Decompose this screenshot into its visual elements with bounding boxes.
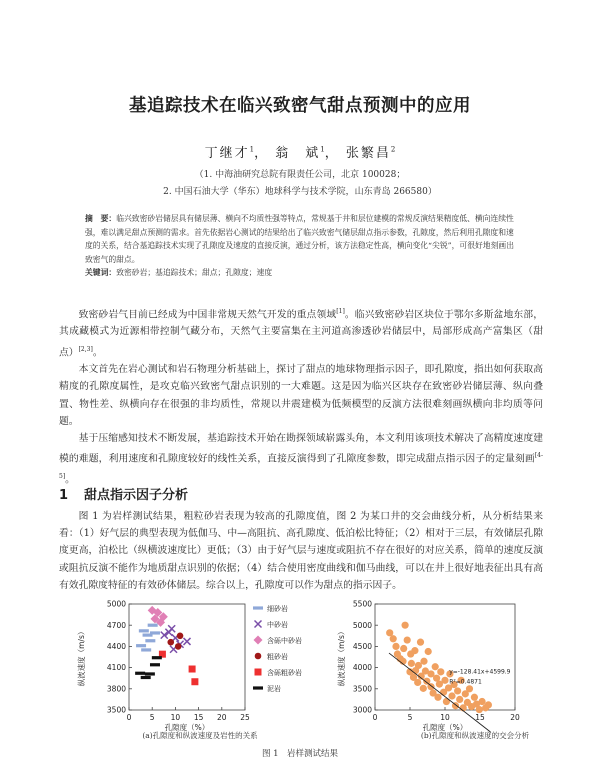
subfigure-caption-a: (a)孔隙度和纵波速度及岩性的关系 xyxy=(142,731,258,740)
data-point xyxy=(255,669,262,676)
paragraph xyxy=(59,508,543,594)
data-point xyxy=(141,648,151,651)
keywords-text: 致密砂岩；基追踪技术；甜点；孔隙度；速度 xyxy=(116,268,273,277)
legend-label: 中砂岩 xyxy=(267,621,288,629)
data-point xyxy=(145,639,155,642)
data-point xyxy=(400,645,407,652)
paragraph-text: 。临兴致密砂岩区块位于鄂尔多斯盆地东部，其成藏模式为近源相带控制气藏分布，天然气主要富集在主河道高渗透砂岩储层中，局部形成高产富集区（甜点） xyxy=(59,309,544,358)
x-tick-label: 25 xyxy=(240,713,250,722)
y-tick-label: 3000 xyxy=(352,705,372,715)
data-point xyxy=(479,698,486,705)
paragraph-text: 基于压缩感知技术不断发展，基追踪技术开始在勘探领域崭露头角，本文利用该项技术解决了高精度速度建模的难题，利用速度和孔隙度较好的线性关系，直接反演得到了孔隙度参数，即完成甜点指示因子的定量刻画 xyxy=(59,432,543,465)
y-tick-label: 4400 xyxy=(106,642,126,651)
data-point xyxy=(255,653,262,660)
data-point xyxy=(476,706,483,713)
x-tick-label: 15 xyxy=(475,713,485,722)
plot-frame xyxy=(129,604,245,710)
y-tick-label: 3800 xyxy=(106,684,126,694)
y-axis-label: 纵波速度（m/s） xyxy=(77,627,86,687)
section-title: 甜点指示因子分析 xyxy=(84,488,189,503)
x-axis-label: 孔隙度（%） xyxy=(422,723,468,732)
data-point xyxy=(135,672,145,675)
data-point xyxy=(441,677,448,684)
data-point xyxy=(437,668,444,675)
affiliation-line: 2. 中国石油大学（华东）地球科学与技术学院，山东青岛 266580） xyxy=(163,187,437,197)
data-point xyxy=(175,643,182,650)
author-sep: ， xyxy=(324,146,340,161)
data-point xyxy=(255,621,262,628)
data-point xyxy=(408,660,415,667)
data-series-group xyxy=(135,606,198,685)
author-sup: 2 xyxy=(390,145,396,154)
section-number: 1 xyxy=(59,488,69,503)
data-point xyxy=(253,606,263,609)
data-point xyxy=(454,687,461,694)
paragraph-text: 。 xyxy=(65,473,75,485)
legend-label: 含砾中砂岩 xyxy=(267,637,302,645)
x-tick-label: 5 xyxy=(149,713,155,722)
x-tick-label: 0 xyxy=(126,713,132,722)
data-point xyxy=(141,676,151,679)
legend-label: 泥岩 xyxy=(267,685,281,693)
chart-b xyxy=(335,596,535,736)
x-axis-label: 孔隙度（%） xyxy=(164,723,210,732)
data-point xyxy=(254,636,263,645)
chart-a xyxy=(75,596,310,736)
legend-label: 含砾粗砂岩 xyxy=(267,669,302,677)
data-point xyxy=(432,663,439,670)
y-tick-label: 4000 xyxy=(352,663,372,673)
x-tick-label: 20 xyxy=(217,713,227,722)
data-point xyxy=(417,639,424,646)
y-tick-label: 4700 xyxy=(106,620,126,630)
x-tick-label: 20 xyxy=(510,713,520,722)
data-point xyxy=(448,692,455,699)
data-point xyxy=(145,672,155,675)
data-point xyxy=(471,694,478,701)
y-tick-label: 5000 xyxy=(106,599,126,609)
data-point xyxy=(152,656,162,659)
x-tick-label: 0 xyxy=(372,713,378,722)
citation: [1] xyxy=(336,308,345,315)
paragraph xyxy=(59,361,543,430)
data-point xyxy=(253,686,263,689)
data-point xyxy=(148,624,158,627)
y-tick-label: 4100 xyxy=(106,663,126,673)
trend-r2: R²=0.4871 xyxy=(449,678,482,686)
author-name: 张繁昌 xyxy=(345,146,391,161)
paragraph xyxy=(59,430,543,488)
legend-label: 细砂岩 xyxy=(267,605,288,613)
data-point xyxy=(425,648,432,655)
data-point xyxy=(139,629,149,632)
y-axis-label: 纵波速度（m/s） xyxy=(337,627,346,687)
figure-caption: 图 1 岩样测试结果 xyxy=(261,749,339,759)
data-point xyxy=(414,679,421,686)
abstract-text: 临兴致密砂岩储层具有储层薄、横向不均质性强等特点，常规基于井和层位建模的常规反演结果精度低、横向连续性强，难以满足甜点预测的需求。首先依据岩心测试的结果给出了临兴致密气储层甜点指示参数，孔隙度，然后利用孔隙度和速度的关系，结合基追踪技术实现了孔隙度及速度的直接反演，通过分析，该方法稳定性高，横向变化“尖锐”，可很好地刻画出致密气的甜点。 xyxy=(85,214,514,264)
data-point xyxy=(150,663,160,666)
data-point xyxy=(456,696,463,703)
citation: [2,3] xyxy=(78,345,93,353)
data-point xyxy=(177,633,184,640)
paragraph-text: 。 xyxy=(92,346,103,358)
data-series-group xyxy=(386,622,492,714)
paper-title: 基追踪技术在临兴致密气甜点预测中的应用 xyxy=(129,96,471,116)
y-tick-label: 3500 xyxy=(352,684,372,694)
x-tick-label: 5 xyxy=(407,713,413,722)
data-point xyxy=(189,666,196,673)
data-point xyxy=(392,643,399,650)
author-sep: ， xyxy=(254,146,270,161)
y-tick-label: 5000 xyxy=(352,620,372,630)
x-tick-label: 15 xyxy=(193,713,204,722)
data-point xyxy=(411,647,418,654)
data-point xyxy=(443,698,450,705)
paragraph-text: 图 1 为岩样测试结果，粗粒砂岩表现为较高的孔隙度值，图 2 为某口井的交会曲线分析，从分析结果来看：（1）好气层的典型表现为低伽马、中—高阻抗、高孔隙度、低泊松比特征；（2）相对于三层，有效储层孔隙度更高，泊松比（纵横波速度比）更低；（3）由于好气层与速度或阻抗不存在很好的对应关系，简单的速度反演或阻抗反演不能作为地质甜点识别的依据；（4）结合使用密度曲线和伽马曲线，可以在井上很好地表征出具有高有效孔隙度特征的有效砂体储层。综合以上，孔隙度可以作为甜点的指示因子。 xyxy=(59,511,543,591)
affiliation-line: （1. 中海油研究总院有限责任公司，北京 100028； xyxy=(194,170,406,180)
data-point xyxy=(485,701,492,708)
paragraph xyxy=(59,303,543,361)
data-point xyxy=(402,622,409,629)
abstract-label: 摘 要： xyxy=(85,214,117,223)
paragraph-text: 本文首先在岩心测试和岩石物理分析基础上，探讨了甜点的地球物理指示因子，即孔隙度，指出如何获取高精度的孔隙度属性，是攻克临兴致密气甜点识别的一大难题。这是因为临兴区块存在致密砂岩储层薄、纵向叠置、物性差、纵横向存在很强的非均质性，常规以井震建模为低频模型的反演方法很难刻画纵横向非均质等问题。 xyxy=(59,364,543,427)
data-point xyxy=(136,644,146,647)
subfigure-caption-b: (b)孔隙度和纵波速度的交会分析 xyxy=(420,731,530,740)
author-sup: 1 xyxy=(320,145,325,154)
data-point xyxy=(184,638,191,645)
data-point xyxy=(434,694,441,701)
author-sup: 1 xyxy=(249,145,255,154)
paragraph-text: 致密砂岩气目前已经成为中国非常规天然气开发的重点领域 xyxy=(78,309,337,321)
data-point xyxy=(420,658,427,665)
legend-label: 粗砂岩 xyxy=(267,653,288,661)
citation: [4-5] xyxy=(59,452,543,480)
data-point xyxy=(168,625,175,632)
author-name: 丁继才 xyxy=(204,146,250,161)
y-tick-label: 5500 xyxy=(352,599,372,609)
author-list xyxy=(0,142,600,161)
data-point xyxy=(420,685,427,692)
y-tick-label: 3500 xyxy=(106,705,126,715)
y-tick-label: 4500 xyxy=(352,642,372,651)
author-name: 翁 斌 xyxy=(275,146,321,161)
intro-text xyxy=(59,303,543,488)
data-point xyxy=(404,636,411,643)
trend-equation: y=-128.41x+4599.9 xyxy=(449,668,511,676)
data-point xyxy=(167,639,174,646)
data-point xyxy=(390,635,397,642)
data-point xyxy=(191,678,198,685)
abstract-block xyxy=(85,212,515,280)
section-text xyxy=(59,508,543,594)
x-tick-label: 10 xyxy=(440,713,450,722)
data-point xyxy=(466,685,473,692)
data-point xyxy=(150,631,160,634)
section-heading xyxy=(59,484,204,503)
x-tick-label: 10 xyxy=(170,713,181,722)
keywords-label: 关键词： xyxy=(85,268,117,277)
